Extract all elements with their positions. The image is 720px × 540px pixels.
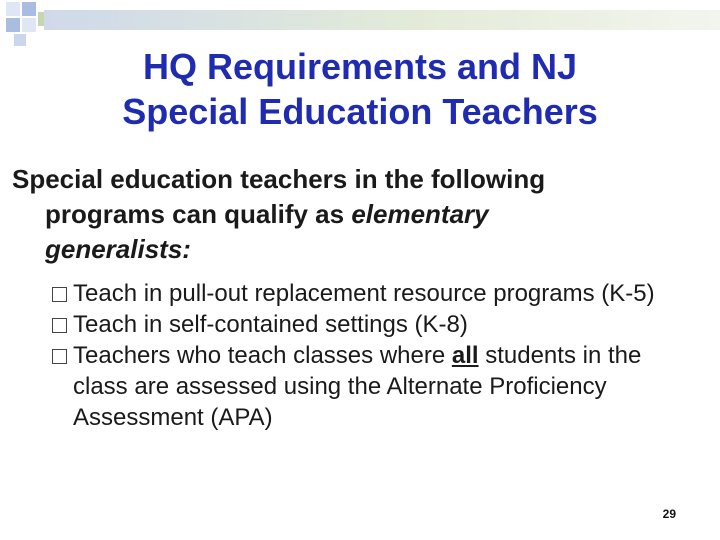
bullet-text-post: students in the class are assessed using the Alternate Proficiency Assessment (APA) (73, 342, 642, 431)
lead-line-2 (12, 197, 692, 232)
lead-emphasis-2: generalists: (45, 234, 191, 264)
lead-line-1: Special education teachers in the following (12, 164, 546, 194)
deco-square-2 (22, 2, 36, 16)
checkbox-bullet-icon (52, 318, 67, 333)
bullet-text-pre: Teachers who teach classes where (73, 342, 452, 369)
title-line-1: HQ Requirements and NJ (142, 46, 578, 87)
lead-line-3 (12, 232, 692, 267)
lead-text-2: programs can qualify as (45, 199, 352, 229)
header-accent-bar (44, 10, 720, 30)
deco-square-3 (6, 18, 20, 32)
title-line-2: Special Education Teachers (122, 91, 598, 132)
lead-paragraph (12, 162, 692, 267)
lead-emphasis-1: elementary (351, 199, 489, 229)
bullet-text (73, 340, 702, 433)
slide-title (0, 44, 720, 134)
bullet-list (52, 278, 702, 433)
deco-square-4 (22, 18, 36, 32)
bullet-text: Teach in self-contained settings (K-8) (73, 311, 468, 338)
list-item (52, 340, 702, 433)
list-item (52, 278, 702, 309)
deco-square-1 (6, 2, 20, 16)
bullet-emphasis: all (451, 342, 479, 369)
checkbox-bullet-icon (52, 287, 67, 302)
bullet-text: Teach in pull-out replacement resource programs (K-5) (73, 280, 655, 307)
checkbox-bullet-icon (52, 349, 67, 364)
page-number: 29 (662, 507, 676, 521)
list-item (52, 309, 702, 340)
